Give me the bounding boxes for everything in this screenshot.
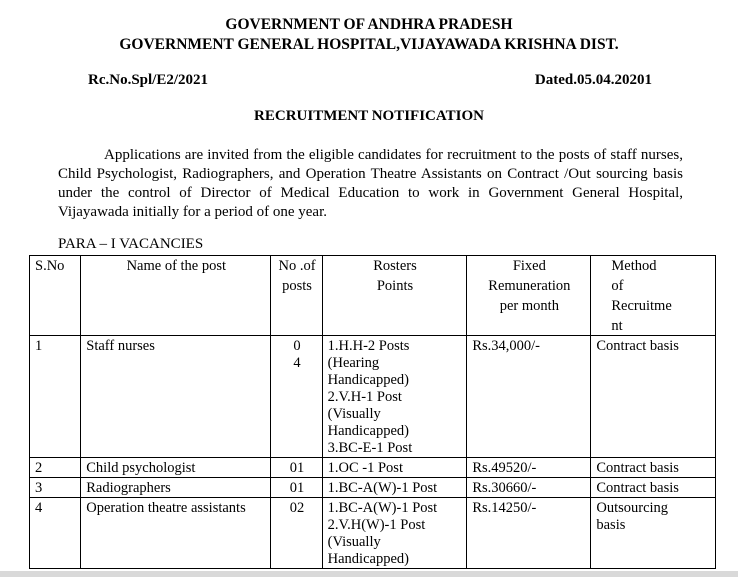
table-row xyxy=(30,458,716,478)
cell-method: Contract basis xyxy=(591,458,716,478)
table-header-row xyxy=(30,256,716,336)
cell-roster: 1.BC-A(W)-1 Post 2.V.H(W)-1 Post (Visually Handicapped) xyxy=(322,498,467,569)
cell-sno: 1 xyxy=(30,336,81,458)
header-sno: S.No xyxy=(30,256,81,336)
cell-post-name: Operation theatre assistants xyxy=(81,498,271,569)
cell-method: Outsourcing basis xyxy=(591,498,716,569)
reference-number: Rc.No.Spl/E2/2021 xyxy=(88,72,209,88)
intro-paragraph: Applications are invited from the eligible candidates for recruitment to the posts of staff nurses, Child Psychologist, Radiographers, and Operation Theatre Assistants on Contract /Out sourcing basis under the control of Director of Medical Education to work in Government General Hospital, Vijayawada initially for a period of one year. xyxy=(58,147,683,220)
cell-sno: 4 xyxy=(30,498,81,569)
cell-roster: 1.OC -1 Post xyxy=(322,458,467,478)
header-method: Method of Recruitme nt xyxy=(591,256,716,336)
header-post-name: Name of the post xyxy=(81,256,271,336)
cell-sno: 3 xyxy=(30,478,81,498)
cell-remuneration: Rs.34,000/- xyxy=(467,336,591,458)
notification-title: RECRUITMENT NOTIFICATION xyxy=(254,108,484,124)
section-title: PARA – I VACANCIES xyxy=(58,236,204,252)
cell-posts: 0 4 xyxy=(271,336,322,458)
cell-posts: 02 xyxy=(271,498,322,569)
cell-posts: 01 xyxy=(271,458,322,478)
cell-method: Contract basis xyxy=(591,336,716,458)
table-row xyxy=(30,498,716,569)
cell-method: Contract basis xyxy=(591,478,716,498)
header-remuneration: Fixed Remuneration per month xyxy=(467,256,591,336)
page-bottom-divider xyxy=(0,571,738,577)
cell-post-name: Staff nurses xyxy=(81,336,271,458)
cell-remuneration: Rs.14250/- xyxy=(467,498,591,569)
cell-remuneration: Rs.30660/- xyxy=(467,478,591,498)
cell-sno: 2 xyxy=(30,458,81,478)
cell-posts: 01 xyxy=(271,478,322,498)
header-roster-points: Rosters Points xyxy=(322,256,467,336)
header-no-of-posts: No .of posts xyxy=(271,256,322,336)
header-line-2: GOVERNMENT GENERAL HOSPITAL,VIJAYAWADA KRISHNA DIST. xyxy=(119,36,619,53)
table-row xyxy=(30,336,716,458)
dated-text: Dated.05.04.20201 xyxy=(534,72,652,88)
header-line-1: GOVERNMENT OF ANDHRA PRADESH xyxy=(225,16,513,33)
cell-post-name: Radiographers xyxy=(81,478,271,498)
cell-remuneration: Rs.49520/- xyxy=(467,458,591,478)
table-row xyxy=(30,478,716,498)
cell-roster: 1.H.H-2 Posts (Hearing Handicapped) 2.V.H-1 Post (Visually Handicapped) 3.BC-E-1 Post xyxy=(322,336,467,458)
cell-post-name: Child psychologist xyxy=(81,458,271,478)
vacancies-table xyxy=(29,255,716,569)
cell-roster: 1.BC-A(W)-1 Post xyxy=(322,478,467,498)
